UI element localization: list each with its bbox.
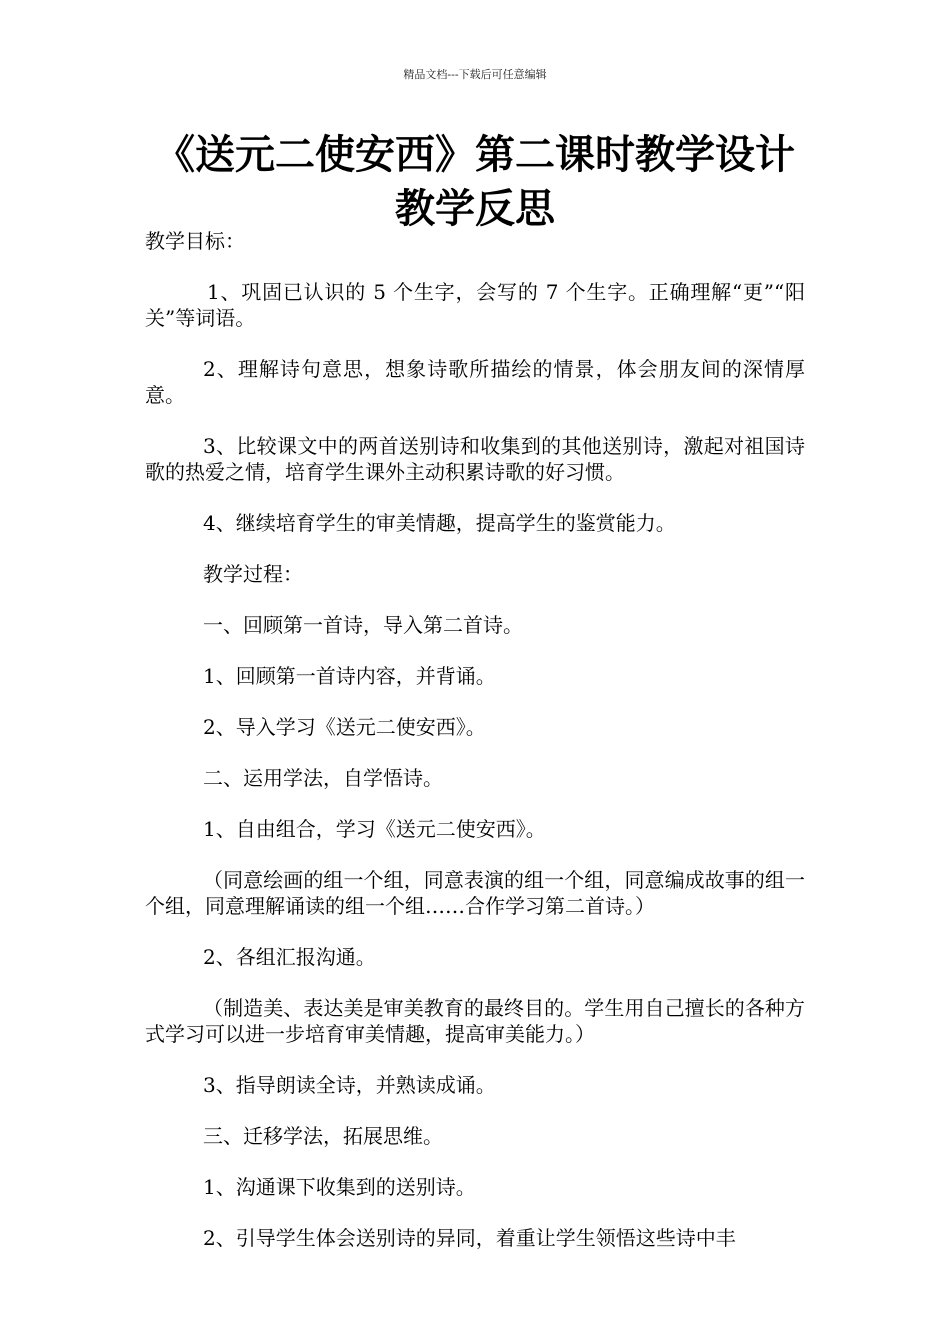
paragraph: 4、继续培育学生的审美情趣，提高学生的鉴赏能力。 [203,511,676,535]
paragraph: 1、沟通课下收集到的送别诗。 [203,1175,476,1199]
paragraph: 2、导入学习《送元二使安西》。 [203,715,486,739]
paragraph: 2、理解诗句意思，想象诗歌所描绘的情景，体会朋友间的深情厚意。 [145,357,805,407]
paragraph: 教学过程： [203,562,303,586]
document-body [145,228,805,1276]
paragraph: 二、运用学法，自学悟诗。 [203,766,443,790]
paragraph: （制造美、表达美是审美教育的最终目的。学生用自己擅长的各种方式学习可以进一步培育审美情趣，提高审美能力。） [145,996,805,1046]
paragraph: 一、回顾第一首诗，导入第二首诗。 [203,613,523,637]
paragraph: 2、各组汇报沟通。 [203,945,376,969]
header-note: 精品文档---下载后可任意编辑 [403,68,547,81]
paragraph: 1、巩固已认识的 5 个生字，会写的 7 个生字。正确理解“更”“阳关”等词语。 [145,280,805,330]
paragraph: 3、比较课文中的两首送别诗和收集到的其他送别诗，激起对祖国诗歌的热爱之情，培育学生课外主动积累诗歌的好习惯。 [145,434,805,484]
paragraph: 教学目标： [145,229,245,253]
paragraph: 1、回顾第一首诗内容，并背诵。 [203,664,496,688]
paragraph: 3、指导朗读全诗，并熟读成诵。 [203,1073,496,1097]
paragraph: （同意绘画的组一个组，同意表演的组一个组，同意编成故事的组一个组，同意理解诵读的组一个组……合作学习第二首诗。） [145,868,805,918]
paragraph: 1、自由组合，学习《送元二使安西》。 [203,817,546,841]
paragraph: 2、引导学生体会送别诗的异同，着重让学生领悟这些诗中丰 [203,1226,736,1250]
document-title: 《送元二使安西》第二课时教学设计教学反思 [155,131,795,232]
paragraph: 三、迁移学法，拓展思维。 [203,1124,443,1148]
